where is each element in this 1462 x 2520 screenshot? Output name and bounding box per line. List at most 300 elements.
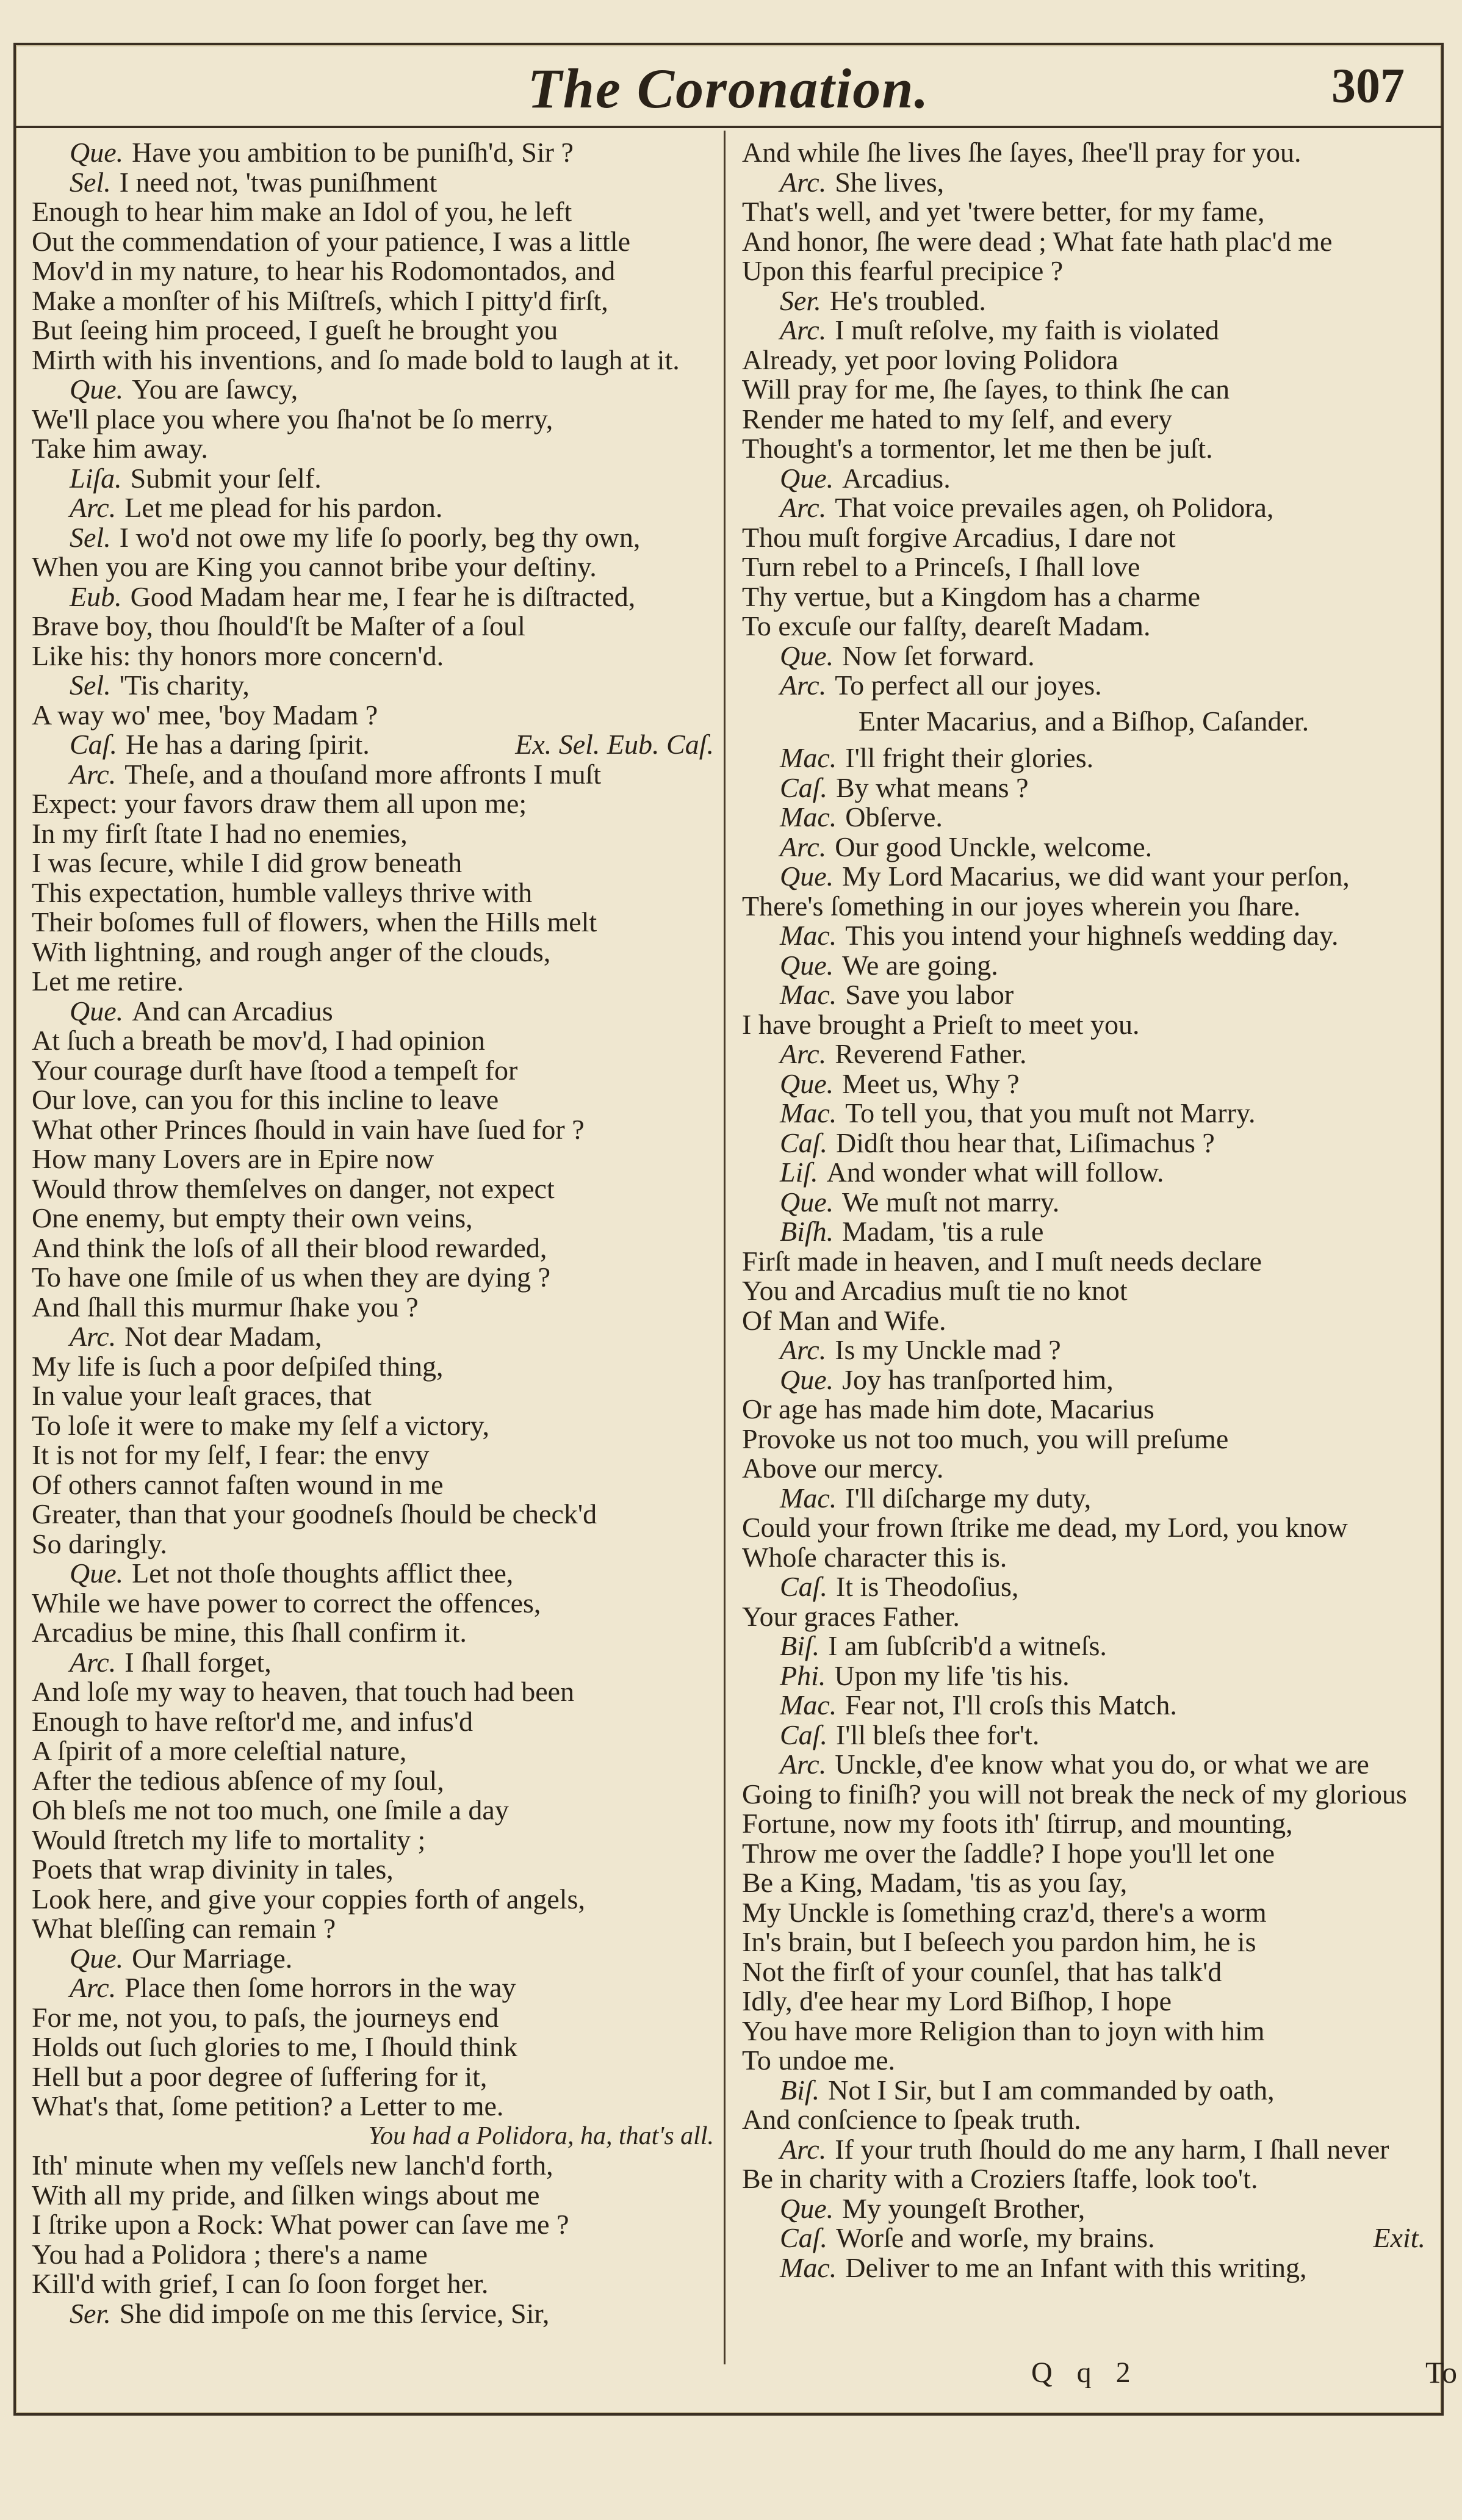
speaker-name: Biſh.: [780, 1216, 834, 1247]
verse-line: [32, 1707, 714, 1737]
speech-text: And wonder what will follow.: [826, 1157, 1164, 1188]
verse-line: [742, 1750, 1425, 1780]
speech-text: Upon my life 'tis his.: [834, 1659, 1070, 1691]
verse-line: [32, 1026, 714, 1056]
verse-line: [742, 641, 1425, 671]
speech-text: In my firſt ſtate I had no enemies,: [32, 817, 408, 849]
speech-text: Mirth with his inventions, and ſo made bold to laugh at it.: [32, 344, 680, 375]
speech-text: You had a Polidora ; there's a name: [32, 2238, 428, 2270]
speech-text: At ſuch a breath be mov'd, I had opinion: [32, 1025, 485, 1056]
verse-line: [742, 2194, 1425, 2224]
verse-line: [742, 1543, 1425, 1573]
verse-line: [32, 2151, 714, 2181]
verse-line: [32, 1796, 714, 1825]
speaker-name: Arc.: [780, 314, 827, 345]
verse-line: [32, 464, 714, 494]
verse-line: [742, 1957, 1425, 1987]
speech-text: By what means ?: [835, 771, 1029, 803]
speech-text: And ſhall this murmur ſhake you ?: [32, 1291, 419, 1323]
verse-line: [32, 1440, 714, 1470]
stage-direction: Enter Macarius, and a Biſhop, Caſander.: [858, 705, 1309, 737]
verse-line: [32, 1589, 714, 1619]
speech-text: Take him away.: [32, 433, 208, 464]
speaker-name: Que.: [780, 2192, 834, 2224]
speech-text: Place then ſome horrors in the way: [124, 1972, 516, 2003]
speech-text: In's brain, but I beſeech you pardon him, he is: [742, 1926, 1256, 1957]
speaker-name: Caſ.: [780, 2222, 827, 2253]
verse-line: [742, 892, 1425, 922]
verse-line: [32, 641, 714, 671]
speech-text: Idly, d'ee hear my Lord Biſhop, I hope: [742, 1985, 1172, 2016]
speaker-name: Caſ.: [70, 729, 117, 760]
speech-text: Whoſe character this is.: [742, 1541, 1007, 1573]
verse-line: [32, 345, 714, 375]
verse-line: [32, 2062, 714, 2092]
verse-line: [32, 1825, 714, 1855]
speech-text: Unckle, d'ee know what you do, or what we are: [835, 1749, 1369, 1780]
verse-line: [742, 1631, 1425, 1661]
speech-text: She lives,: [835, 166, 945, 198]
speech-text: Like his: thy honors more concern'd.: [32, 640, 444, 671]
speech-text: I ſhall forget,: [124, 1646, 272, 1678]
speech-text: To undoe me.: [742, 2045, 896, 2076]
speech-text: Good Madam hear me, I fear he is diſtracted,: [130, 580, 636, 612]
verse-line: [742, 1365, 1425, 1395]
speech-text: Turn rebel to a Princeſs, I ſhall love: [742, 551, 1140, 582]
speech-text: To loſe it were to make my ſelf a victory,: [32, 1409, 489, 1441]
verse-line: [742, 582, 1425, 612]
speech-text: What other Princes ſhould in vain have ſued for ?: [32, 1113, 585, 1145]
verse-line: [742, 138, 1425, 168]
speech-text: Our Marriage.: [132, 1942, 293, 1974]
verse-line: [742, 743, 1425, 773]
verse-line: [742, 256, 1425, 286]
speech-text: With lightning, and rough anger of the clouds,: [32, 936, 551, 967]
verse-line: [742, 671, 1425, 701]
speech-text: You have more Religion than to joyn with him: [742, 2015, 1265, 2046]
verse-line: [742, 1839, 1425, 1869]
verse-line: [32, 286, 714, 316]
speech-text: And can Arcadius: [132, 995, 333, 1027]
speech-text: Be in charity with a Croziers ſtaffe, look too't.: [742, 2163, 1258, 2194]
speech-text: Thy vertue, but a Kingdom has a charme: [742, 580, 1201, 612]
speech-text: Their boſomes full of flowers, when the Hills melt: [32, 906, 597, 937]
speaker-name: Eub.: [70, 580, 122, 612]
verse-line: [32, 1233, 714, 1263]
verse-line: [32, 227, 714, 257]
speech-text: How many Lovers are in Epire now: [32, 1143, 434, 1174]
speech-text: My life is ſuch a poor deſpiſed thing,: [32, 1350, 444, 1382]
speech-text: My youngeſt Brother,: [842, 2192, 1086, 2224]
verse-line: [32, 760, 714, 790]
speech-text: And while ſhe lives ſhe ſayes, ſhee'll pray for you.: [742, 137, 1302, 168]
verse-line: [742, 2164, 1425, 2194]
speech-text: Not dear Madam,: [124, 1321, 322, 1352]
signature-mark: Q q 2: [1031, 2356, 1139, 2389]
speech-text: To have one ſmile of us when they are dying ?: [32, 1262, 551, 1293]
speech-text: And think the loſs of all their blood rewarded,: [32, 1232, 547, 1263]
speaker-name: Mac.: [780, 1689, 837, 1720]
verse-line: [742, 1602, 1425, 1632]
speech-text: And honor, ſhe were dead ; What fate hath plac'd me: [742, 225, 1333, 257]
speaker-name: Arc.: [780, 1334, 827, 1365]
verse-line: [742, 1484, 1425, 1514]
speaker-name: Mac.: [780, 1097, 837, 1128]
speaker-name: Mac.: [780, 742, 837, 773]
speech-text: She did impoſe on me this ſervice, Sir,: [119, 2297, 550, 2329]
verse-line: [742, 1987, 1425, 2016]
speech-text: Throw me over the ſaddle? I hope you'll let one: [742, 1837, 1275, 1869]
speaker-name: Arc.: [70, 758, 117, 790]
verse-line: [32, 730, 714, 760]
speech-text: Above our mercy.: [742, 1453, 944, 1484]
speech-text: You and Arcadius muſt tie no knot: [742, 1275, 1128, 1306]
exit-direction: Exit.: [1373, 2222, 1425, 2253]
running-title: The Coronation.: [527, 57, 930, 120]
speech-text: Our love, can you for this incline to leave: [32, 1084, 499, 1115]
verse-line: [742, 1809, 1425, 1839]
speech-text: Of others cannot faſten wound in me: [32, 1468, 444, 1500]
verse-line: [32, 908, 714, 937]
verse-line: [742, 832, 1425, 862]
speech-text: This expectation, humble valleys thrive with: [32, 876, 533, 908]
verse-line: [32, 2240, 714, 2270]
speech-text: Be a King, Madam, 'tis as you ſay,: [742, 1867, 1128, 1898]
speech-text: Worſe and worſe, my brains.: [835, 2222, 1155, 2253]
verse-line: [742, 1099, 1425, 1128]
verse-line: [742, 1039, 1425, 1069]
verse-line: [742, 316, 1425, 345]
verse-line: [742, 2076, 1425, 2106]
speech-text: Joy has tranſported him,: [842, 1363, 1114, 1395]
verse-line: [742, 1513, 1425, 1543]
speech-text: Brave boy, thou ſhould'ſt be Maſter of a ſoul: [32, 610, 525, 641]
catchword: To: [1425, 2355, 1457, 2389]
speech-text: We'll place you where you ſha'not be ſo merry,: [32, 403, 553, 435]
verse-line: [32, 1618, 714, 1648]
speech-text: To excuſe our falſty, deareſt Madam.: [742, 610, 1151, 641]
speech-text: My Lord Macarius, we did want your perſon,: [842, 861, 1350, 892]
speech-text: When you are King you cannot bribe your deſtiny.: [32, 551, 597, 582]
speech-text: Didſt thou hear that, Liſimachus ?: [835, 1127, 1215, 1158]
verse-line: [32, 523, 714, 553]
verse-line: [742, 1572, 1425, 1602]
speaker-name: Phi.: [780, 1659, 826, 1691]
speech-text: He's troubled.: [829, 284, 986, 316]
speech-text: 'Tis charity,: [119, 670, 250, 701]
book-page: [13, 43, 1444, 2416]
speech-text: Or age has made him dote, Macarius: [742, 1393, 1154, 1424]
speaker-name: Arc.: [780, 831, 827, 862]
verse-line: [32, 2181, 714, 2211]
verse-line: [742, 1395, 1425, 1424]
verse-line: [742, 493, 1425, 523]
speech-text: Let me plead for his pardon.: [124, 492, 443, 523]
verse-line: [32, 1204, 714, 1233]
speaker-name: Arc.: [780, 166, 827, 198]
verse-line: [742, 1898, 1425, 1928]
speaker-name: Arc.: [70, 1321, 117, 1352]
speech-text: Of Man and Wife.: [742, 1304, 946, 1336]
speech-text: And conſcience to ſpeak truth.: [742, 2104, 1081, 2135]
speech-text: After the tedious abſence of my ſoul,: [32, 1764, 444, 1796]
speech-text: I wo'd not owe my life ſo poorly, beg thy own,: [119, 521, 641, 553]
verse-line: [742, 464, 1425, 494]
verse-line: [742, 1720, 1425, 1750]
speech-text: Already, yet poor loving Polidora: [742, 344, 1118, 375]
verse-line: [32, 1293, 714, 1323]
speech-text: Arcadius be mine, this ſhall confirm it.: [32, 1617, 467, 1648]
verse-line: [32, 1174, 714, 1204]
right-column: [742, 138, 1425, 2283]
speaker-name: Caſ.: [780, 1571, 827, 1602]
speaker-name: Arc.: [70, 492, 117, 523]
verse-line: [742, 405, 1425, 435]
speech-text: Hell but a poor degree of ſuffering for it,: [32, 2060, 488, 2092]
verse-line: [742, 773, 1425, 803]
verse-line: [32, 1529, 714, 1559]
verse-line: [742, 286, 1425, 316]
verse-line: [742, 612, 1425, 641]
speech-text: It is Theodoſius,: [835, 1571, 1019, 1602]
verse-line: [32, 2003, 714, 2033]
verse-line: [32, 256, 714, 286]
verse-line: [742, 2135, 1425, 2165]
verse-line: [742, 1927, 1425, 1957]
verse-line: [32, 1381, 714, 1411]
speaker-name: Biſ.: [780, 1630, 820, 1661]
speech-text: Theſe, and a thouſand more affronts I muſt: [124, 758, 602, 790]
speech-text: In value your leaſt graces, that: [32, 1380, 372, 1411]
verse-line: [32, 493, 714, 523]
speech-text: What bleſſing can remain ?: [32, 1913, 336, 1944]
verse-line: [32, 2299, 714, 2329]
verse-line: [742, 980, 1425, 1010]
speaker-name: Mac.: [780, 801, 837, 832]
verse-line: [32, 1263, 714, 1293]
speaker-name: Que.: [70, 137, 124, 168]
speaker-name: Que.: [780, 640, 834, 671]
verse-line: [32, 316, 714, 345]
speech-text: And loſe my way to heaven, that touch had been: [32, 1676, 575, 1707]
speech-text: We muſt not marry.: [842, 1186, 1060, 1218]
verse-line: [742, 523, 1425, 553]
verse-line: [32, 937, 714, 967]
speech-text: Would throw themſelves on danger, not expect: [32, 1172, 555, 1204]
verse-line: [32, 612, 714, 641]
verse-line: [32, 878, 714, 908]
verse-line: [32, 168, 714, 198]
speech-text: Not I Sir, but I am commanded by oath,: [828, 2074, 1275, 2106]
speech-text: I have brought a Prieſt to meet you.: [742, 1008, 1140, 1040]
verse-line: [32, 1056, 714, 1086]
verse-line: [32, 967, 714, 997]
speech-text: One enemy, but empty their own veins,: [32, 1202, 473, 1233]
speaker-name: Mac.: [780, 1482, 837, 1514]
speech-text: This you intend your highneſs wedding day.: [845, 920, 1339, 951]
speaker-name: Que.: [70, 1558, 124, 1589]
speech-text: Save you labor: [845, 979, 1014, 1010]
speech-text: Not the firſt of your counſel, that has talk'd: [742, 1955, 1222, 1987]
verse-line: [32, 434, 714, 464]
speaker-name: Arc.: [70, 1972, 117, 2003]
verse-line: [32, 2210, 714, 2240]
speech-text: Submit your ſelf.: [130, 462, 322, 494]
verse-line: [32, 138, 714, 168]
speaker-name: Liſa.: [70, 462, 122, 494]
speech-text: What's that, ſome petition? a Letter to me.: [32, 2090, 504, 2121]
speech-text: Fortune, now my foots ith' ſtirrup, and mounting,: [742, 1808, 1293, 1839]
speech-text: I'll fright their glories.: [845, 742, 1094, 773]
verse-line: [32, 671, 714, 701]
verse-line: [32, 2269, 714, 2299]
verse-line: [742, 375, 1425, 405]
speech-text: I was ſecure, while I did grow beneath: [32, 847, 463, 878]
page-number: 307: [1331, 59, 1405, 113]
verse-line: [32, 819, 714, 849]
verse-line: [742, 2253, 1425, 2283]
speech-text: Meet us, Why ?: [842, 1067, 1020, 1099]
verse-line: [742, 1424, 1425, 1454]
verse-line: [32, 848, 714, 878]
speech-text: Our good Unckle, welcome.: [835, 831, 1153, 862]
speech-text: Render me hated to my ſelf, and every: [742, 403, 1173, 435]
verse-line: [742, 1188, 1425, 1218]
verse-line: [742, 951, 1425, 981]
speech-text: Your graces Father.: [742, 1600, 960, 1632]
verse-line: [742, 345, 1425, 375]
speech-text: Expect: your favors draw them all upon me;: [32, 788, 527, 819]
speaker-name: Mac.: [780, 2251, 837, 2283]
speech-text: Now ſet forward.: [842, 640, 1035, 671]
verse-line: [742, 1069, 1425, 1099]
speech-text: Going to finiſh? you will not break the neck of my glorious: [742, 1778, 1407, 1810]
speaker-name: Arc.: [780, 1038, 827, 1069]
verse-line: [32, 1352, 714, 1382]
speech-text: Let me retire.: [32, 966, 184, 997]
speech-text: Ith' minute when my veſſels new lanch'd forth,: [32, 2150, 553, 2181]
speech-text: Deliver to me an Infant with this writing,: [845, 2251, 1307, 2283]
speech-text: My Unckle is ſomething craz'd, there's a worm: [742, 1896, 1267, 1928]
verse-line: [742, 1010, 1425, 1040]
speaker-name: Caſ.: [780, 1719, 827, 1750]
verse-line: [742, 1276, 1425, 1306]
speech-text: Mov'd in my nature, to hear his Rodomontados, and: [32, 255, 616, 286]
verse-line: [32, 1470, 714, 1500]
speech-text: He has a daring ſpirit.: [125, 729, 370, 760]
verse-line: [742, 1780, 1425, 1810]
speech-text: Enough to hear him make an Idol of you, he left: [32, 196, 572, 227]
speech-text: So daringly.: [32, 1528, 167, 1559]
verse-line: [742, 2223, 1425, 2253]
verse-line: [32, 1766, 714, 1796]
verse-line: [742, 2046, 1425, 2076]
speech-text: I need not, 'twas puniſhment: [119, 166, 438, 198]
verse-line: [32, 1885, 714, 1915]
speaker-name: Arc.: [780, 1749, 827, 1780]
verse-line: [742, 227, 1425, 257]
verse-line: [742, 1217, 1425, 1247]
verse-line: [32, 1144, 714, 1174]
speech-text: If your truth ſhould do me any harm, I ſhall never: [835, 2133, 1389, 2165]
speech-text: Greater, than that your goodneſs ſhould be check'd: [32, 1498, 597, 1529]
speech-text: To perfect all our joyes.: [835, 670, 1102, 701]
left-column: [32, 138, 714, 2328]
speech-text: I muſt reſolve, my faith is violated: [835, 314, 1220, 345]
verse-line: [742, 1335, 1425, 1365]
verse-line: [742, 1306, 1425, 1336]
speech-text: Thou muſt forgive Arcadius, I dare not: [742, 521, 1176, 553]
speech-text: You are ſawcy,: [132, 374, 298, 405]
speech-text: Make a monſter of his Miſtreſs, which I pitty'd firſt,: [32, 284, 608, 316]
speech-text: A way wo' mee, 'boy Madam ?: [32, 699, 378, 731]
verse-line: [742, 168, 1425, 198]
speech-text: For me, not you, to paſs, the journeys end: [32, 2001, 499, 2033]
verse-line: [742, 1868, 1425, 1898]
verse-line: [32, 1677, 714, 1707]
verse-line: [32, 1085, 714, 1115]
speaker-name: Que.: [780, 949, 834, 981]
verse-line: [742, 1661, 1425, 1691]
verse-line: [742, 197, 1425, 227]
running-head: [16, 45, 1441, 128]
verse-line: [742, 552, 1425, 582]
speech-text: Let not thoſe thoughts afflict thee,: [132, 1558, 514, 1589]
speech-text: Poets that wrap divinity in tales,: [32, 1854, 394, 1885]
speech-text: Look here, and give your coppies forth of angels,: [32, 1883, 585, 1915]
speaker-name: Ser.: [70, 2297, 111, 2329]
verse-line: [32, 552, 714, 582]
speech-text: I ſtrike upon a Rock: What power can ſave me ?: [32, 2209, 569, 2240]
speech-text: Arcadius.: [842, 462, 951, 494]
speaker-name: Arc.: [780, 670, 827, 701]
verse-line: [32, 789, 714, 819]
speech-text: To tell you, that you muſt not Marry.: [845, 1097, 1256, 1128]
speaker-name: Que.: [70, 374, 124, 405]
speaker-name: Biſ.: [780, 2074, 820, 2106]
verse-line: [742, 803, 1425, 832]
speaker-name: Que.: [70, 995, 124, 1027]
verse-line: [32, 1411, 714, 1441]
speaker-name: Que.: [780, 1067, 834, 1099]
column-divider: [724, 131, 726, 2364]
speech-text: That's well, and yet 'twere better, for my fame,: [742, 196, 1265, 227]
speaker-name: Que.: [780, 861, 834, 892]
speech-text: I am ſubſcrib'd a witneſs.: [828, 1630, 1107, 1661]
speech-text: Will pray for me, ſhe ſayes, to think ſhe can: [742, 374, 1230, 405]
verse-line: [742, 1158, 1425, 1188]
verse-line: [32, 1973, 714, 2003]
speaker-name: Liſ.: [780, 1157, 818, 1188]
verse-line: [742, 921, 1425, 951]
verse-line: [742, 2016, 1425, 2046]
speaker-name: Arc.: [780, 492, 827, 523]
speech-text: Could your frown ſtrike me dead, my Lord, you know: [742, 1512, 1348, 1543]
speaker-name: Caſ.: [780, 771, 827, 803]
speech-text: While we have power to correct the offences,: [32, 1587, 541, 1619]
speech-text: Fear not, I'll croſs this Match.: [845, 1689, 1177, 1720]
letter-aside: You had a Polidora, ha, that's all.: [368, 2121, 714, 2150]
speaker-name: Que.: [780, 462, 834, 494]
speaker-name: Arc.: [70, 1646, 117, 1678]
speech-text: I'll diſcharge my duty,: [845, 1482, 1092, 1514]
speech-text: Out the commendation of your patience, I was a little: [32, 225, 631, 257]
speech-text: Madam, 'tis a rule: [842, 1216, 1044, 1247]
verse-line: [32, 701, 714, 731]
verse-line: [32, 1855, 714, 1885]
speech-text: I'll bleſs thee for't.: [835, 1719, 1040, 1750]
speaker-name: Mac.: [780, 920, 837, 951]
